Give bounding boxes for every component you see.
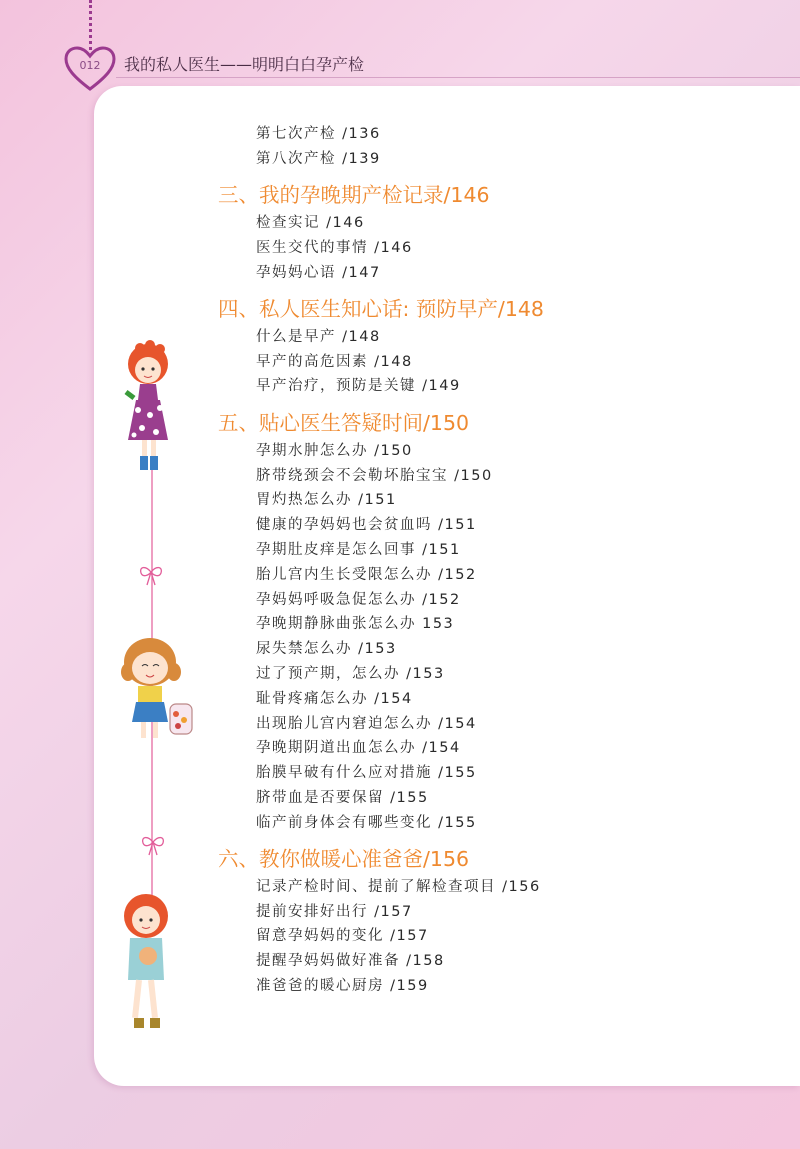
toc-entry: 医生交代的事情 /146 [256, 240, 413, 256]
dotted-line-decoration [89, 0, 92, 50]
toc-entry: 记录产检时间、提前了解检查项目 /156 [256, 879, 541, 895]
cartoon-girl-polka-dress-illustration [118, 340, 180, 490]
toc-entry: 什么是早产 /148 [256, 329, 381, 345]
cartoon-woman-holding-baby-illustration [112, 890, 178, 1035]
toc-entry: 尿失禁怎么办 /153 [256, 641, 397, 657]
toc-entry: 出现胎儿宫内窘迫怎么办 /154 [256, 716, 477, 732]
toc-entry: 孕期水肿怎么办 /150 [256, 443, 413, 459]
cartoon-girl-with-jar-illustration [118, 630, 200, 750]
bow-icon [138, 563, 164, 587]
book-title: 我的私人医生——明明白白孕产检 [124, 55, 365, 74]
toc-entry: 第八次产检 /139 [256, 151, 381, 167]
toc-entry: 耻骨疼痛怎么办 /154 [256, 691, 413, 707]
toc-entry: 胎儿宫内生长受限怎么办 /152 [256, 567, 477, 583]
toc-entry: 孕妈妈呼吸急促怎么办 /152 [256, 592, 461, 608]
toc-entry: 临产前身体会有哪些变化 /155 [256, 815, 477, 831]
toc-entry: 提前安排好出行 /157 [256, 904, 413, 920]
toc-entry: 脐带血是否要保留 /155 [256, 790, 429, 806]
toc-entry: 留意孕妈妈的变化 /157 [256, 928, 429, 944]
toc-entry: 过了预产期，怎么办 /153 [256, 666, 445, 682]
content-panel [94, 86, 800, 1086]
toc-section-title: 五、贴心医生答疑时间/150 [218, 411, 470, 435]
toc-entry: 检查实记 /146 [256, 215, 365, 231]
toc-entry: 孕晚期阴道出血怎么办 /154 [256, 740, 461, 756]
toc-entry: 早产的高危因素 /148 [256, 354, 413, 370]
toc-section-title: 六、教你做暖心准爸爸/156 [218, 847, 470, 871]
header-divider [116, 77, 800, 78]
toc-entry: 胃灼热怎么办 /151 [256, 492, 397, 508]
toc-section-title: 四、私人医生知心话: 预防早产/148 [218, 297, 544, 321]
toc-entry: 健康的孕妈妈也会贫血吗 /151 [256, 517, 477, 533]
toc-entry: 提醒孕妈妈做好准备 /158 [256, 953, 445, 969]
toc-entry: 胎膜早破有什么应对措施 /155 [256, 765, 477, 781]
toc-entry: 准爸爸的暖心厨房 /159 [256, 978, 429, 994]
toc-entry: 早产治疗，预防是关键 /149 [256, 378, 461, 394]
toc-entry: 孕晚期静脉曲张怎么办 153 [256, 616, 455, 632]
toc-entry: 孕妈妈心语 /147 [256, 265, 381, 281]
toc-entry: 第七次产检 /136 [256, 126, 381, 142]
page-number: 012 [79, 59, 101, 72]
bow-icon [140, 833, 166, 857]
toc-section-title: 三、我的孕晚期产检记录/146 [218, 183, 490, 207]
toc-entry: 脐带绕颈会不会勒坏胎宝宝 /150 [256, 468, 493, 484]
toc-entry: 孕期肚皮痒是怎么回事 /151 [256, 542, 461, 558]
